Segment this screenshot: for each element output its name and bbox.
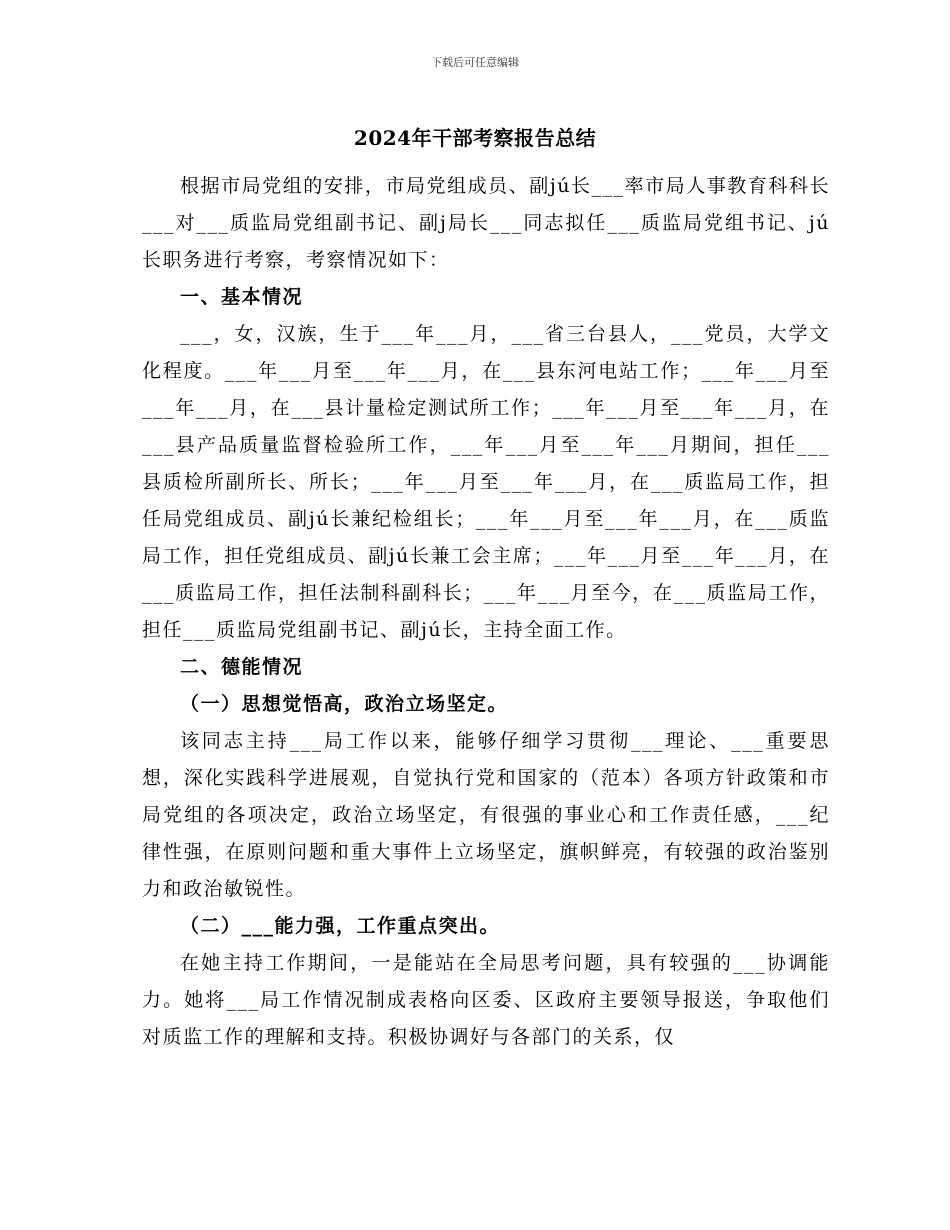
ideology-paragraph: 该同志主持___局工作以来，能够仔细学习贯彻___理论、___重要思想，深化实践科学进展观，自觉执行党和国家的（范本）各项方针政策和市局党组的各项决定，政治立场坚定，有很强的事业心和工作责任感，___纪律性强，在原则问题和重大事件上立场坚定，旗帜鲜亮，有较强的政治鉴别力和政治敏锐性。 [142,730,830,900]
header-note: 下载后可任意编辑 [431,56,519,69]
intro-paragraph: 根据市局党组的安排，市局党组成员、副jú长___率市局人事教育科科长___对___质监局党组副书记、副j局长___同志拟任___质监局党组书记、jú长职务进行考察，考察情况如下： [142,175,830,271]
section-heading-basic-info: 一、基本情况 [180,286,304,308]
document-title: 2024年干部考察报告总结 [353,126,597,150]
subsection-heading-ability: （二）___能力强，工作重点突出。 [180,915,501,937]
basic-info-paragraph: ___，女，汉族，生于___年___月，___省三台县人，___党员，大学文化程度。___年___月至___年___月，在___县东河电站工作；___年___月至___年___月，在___县计量检定测试所工作；___年___月至___年___月，在___县产品质量监督检验所工作，___年___月至___年___月期间，担任___县质检所副所长、所长；___年___月至___年___月，在___质监局工作，担任局党组成员、副jú长兼纪检组长；___年___月至___年___月，在___质监局工作，担任党组成员、副jú长兼工会主席；___年___月至___年___月，在___质监局工作，担任法制科副科长；___年___月至今，在___质监局工作，担任___质监局党组副书记、副jú长，主持全面工作。 [142,323,830,641]
subsection-heading-ideology: （一）思想觉悟高，政治立场坚定。 [180,693,509,715]
section-heading-virtue-ability: 二、德能情况 [180,656,304,678]
document-body [142,168,830,1056]
ability-paragraph: 在她主持工作期间，一是能站在全局思考问题，具有较强的___协调能力。她将___局工作情况制成表格向区委、区政府主要领导报送，争取他们对质监工作的理解和支持。积极协调好与各部门的关系，仅 [142,952,830,1048]
